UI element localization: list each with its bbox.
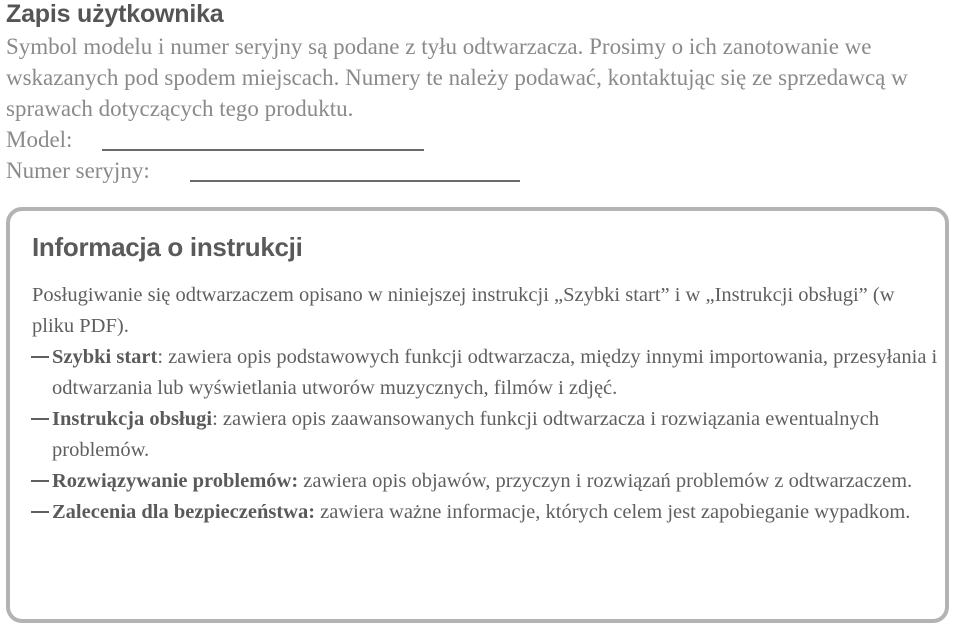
manual-info-box	[6, 207, 949, 623]
list-item-description: : zawiera opis zaawansowanych funkcji odtwarzacza i rozwiązania ewentualnych problemów.	[52, 408, 880, 461]
list-item-user-manual	[32, 404, 942, 466]
list-item-description: : zawiera opis podstawowych funkcji odtwarzacza, między innymi importowania, przesyłania i odtwarzania lub wyświetlania utworów muzycznych, filmów i zdjęć.	[52, 346, 938, 399]
model-label: Model:	[6, 127, 73, 152]
list-item-troubleshooting	[32, 466, 942, 497]
record-description: Symbol modelu i numer seryjny są podane z tyłu odtwarzacza. Prosimy o ich zanotowanie we wskazanych pod spodem miejscach. Numery te należy podawać, kontaktując się ze sprzedawcą w sprawach dotyczących tego produktu.	[6, 34, 908, 121]
list-item-term: Instrukcja obsługi	[52, 408, 213, 430]
dash-bullet-icon	[31, 511, 49, 513]
dash-bullet-icon	[31, 418, 49, 420]
manual-list	[32, 342, 942, 528]
dash-bullet-icon	[31, 480, 49, 482]
serial-number-blank-line	[190, 180, 520, 182]
serial-number-field	[6, 155, 150, 186]
info-title: Informacja o instrukcji	[32, 232, 303, 262]
info-intro: Posługiwanie się odtwarzaczem opisano w niniejszej instrukcji „Szybki start” i w „Instrukcji obsługi” (w pliku PDF).	[32, 284, 895, 337]
list-item-term: Rozwiązywanie problemów:	[52, 470, 299, 492]
list-item-safety	[32, 497, 942, 528]
list-item-term: Zalecenia dla bezpieczeństwa:	[52, 501, 316, 523]
list-item-description: zawiera opis objawów, przyczyn i rozwiązań problemów z odtwarzaczem.	[298, 470, 913, 492]
dash-bullet-icon	[31, 356, 49, 358]
model-blank-line	[102, 149, 424, 151]
list-item-quick-start	[32, 342, 942, 404]
serial-number-label: Numer seryjny:	[6, 158, 150, 183]
list-item-term: Szybki start	[52, 346, 158, 368]
model-field	[6, 124, 72, 155]
record-title: Zapis użytkownika	[6, 0, 224, 28]
list-item-description: zawiera ważne informacje, których celem jest zapobieganie wypadkom.	[315, 501, 911, 523]
